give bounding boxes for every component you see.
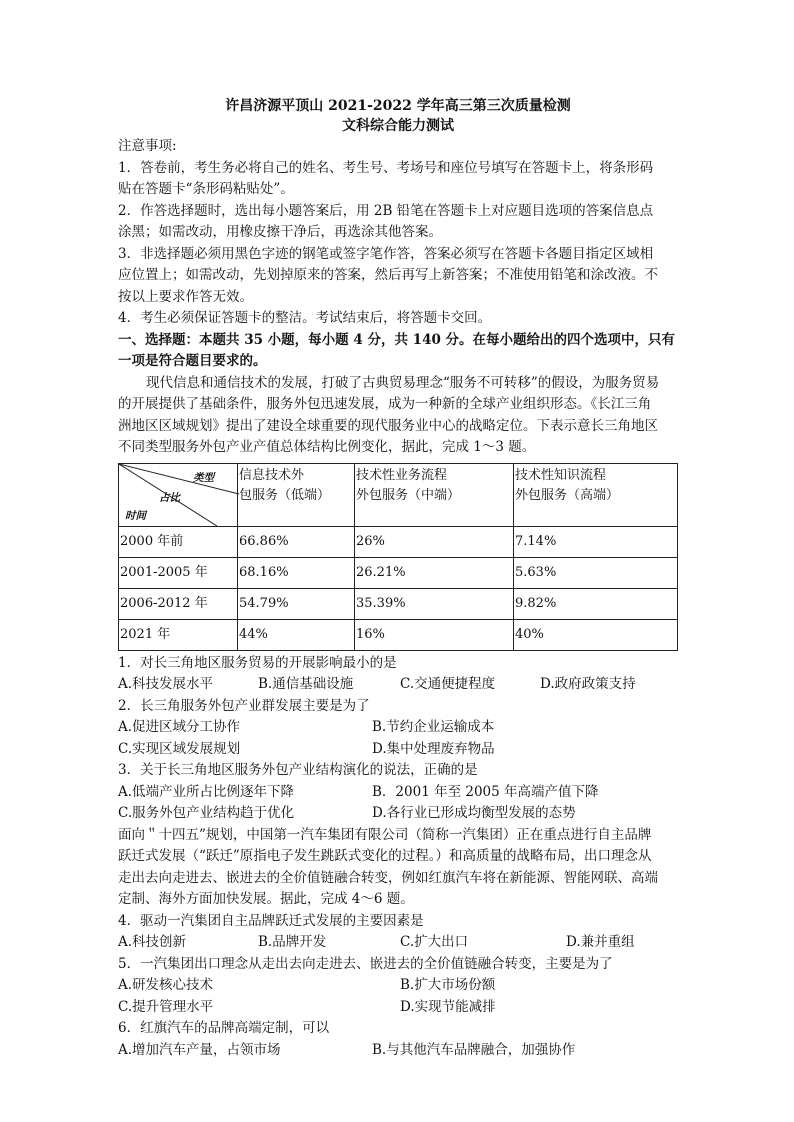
col-header-line: 外包服务（中端） <box>356 487 461 503</box>
row-low-value: 68.16% <box>238 557 355 588</box>
passage2-line: 面向＂十四五”规划，中国第一汽车集团有限公司（简称一汽集团）正在重点进行自主品牌 <box>118 826 652 843</box>
question-3-options-ab <box>118 782 678 804</box>
notice-item-1: 1．答卷前，考生务必将自己的姓名、考生号、考场号和座位号填写在答题卡上，将条形码 <box>118 159 654 176</box>
question-3-options-cd <box>118 803 678 825</box>
option-a[interactable]: A.科技发展水平 <box>118 676 214 692</box>
option-b[interactable]: B.品牌开发 <box>258 934 327 950</box>
question-4-stem: 4．驱动一汽集团自主品牌跃迁式发展的主要因素是 <box>118 912 424 929</box>
col-header-line: 信息技术外 <box>239 467 305 483</box>
col-header-line: 外包服务（高端） <box>515 487 620 503</box>
row-low-value: 54.79% <box>238 588 355 619</box>
col-header-line: 技术性业务流程 <box>356 467 448 483</box>
passage2-line: 跃迁式发展（“跃迁”原指电子发生跳跃式变化的过程。）和高质量的战略布局，出口理念从 <box>118 848 652 864</box>
table-row <box>119 526 678 557</box>
row-mid-value: 26% <box>355 526 514 557</box>
question-3-stem: 3．关于长三角地区服务外包产业结构演化的说法，正确的是 <box>118 762 478 778</box>
section-heading-cont: 一项是符合题目要求的。 <box>118 353 267 369</box>
option-b[interactable]: B.节约企业运输成本 <box>372 719 495 735</box>
option-d[interactable]: D.各行业已形成均衡型发展的态势 <box>372 805 576 821</box>
option-d[interactable]: D.政府政策支持 <box>540 676 636 692</box>
option-b[interactable]: B.扩大市场份额 <box>400 977 496 993</box>
question-6-stem: 6．红旗汽车的品牌高端定制，可以 <box>118 1020 330 1036</box>
question-1-stem: 1．对长三角地区服务贸易的开展影响最小的是 <box>118 654 397 671</box>
option-d[interactable]: D.实现节能减排 <box>400 998 496 1015</box>
row-low-value: 44% <box>238 619 355 650</box>
table-row <box>119 557 678 588</box>
option-a[interactable]: A.增加汽车产量，占领市场 <box>118 1041 281 1058</box>
option-c[interactable]: C.交通便捷程度 <box>400 676 496 692</box>
notice-item-1-cont: 贴在答题卡“条形码粘贴处”。 <box>118 181 294 197</box>
corner-type-label: 类型 <box>193 471 214 484</box>
passage2-line: 走出去向走进去、嵌进去的全价值链融合转变，例如红旗汽车将在新能源、智能网联、高端 <box>118 869 658 886</box>
section-heading: 一、选择题：本题共 35 小题，每小题 4 分，共 140 分。在每小题给出的四个选项中，只有 <box>118 331 676 348</box>
row-low-value: 66.86% <box>238 526 355 557</box>
col-header-line: 包服务（低端） <box>239 487 331 503</box>
row-mid-value: 35.39% <box>355 588 514 619</box>
option-c[interactable]: C.扩大出口 <box>400 934 469 950</box>
question-5-stem: 5．一汽集团出口理念从走出去向走进去、嵌进去的全价值链融合转变，主要是为了 <box>118 955 613 972</box>
notice-item-3-cont: 应位置上；如需改动，先划掉原来的答案，然后再写上新答案；不准使用铅笔和涂改液。不 <box>118 267 658 283</box>
corner-time-label: 时间 <box>125 509 146 522</box>
row-period: 2006-2012 年 <box>119 588 238 619</box>
row-mid-value: 26.21% <box>355 557 514 588</box>
notice-item-2: 2．作答选择题时，选出每小题答案后，用 2B 铅笔在答题卡上对应题目选项的答案信息点 <box>118 202 654 219</box>
notice-item-4: 4．考生必须保证答题卡的整洁。考试结束后，将答题卡交回。 <box>118 310 492 326</box>
passage1-line: 不同类型服务外包产业产值总体结构比例变化，据此，完成 1～3 题。 <box>118 439 536 455</box>
question-2-stem: 2．长三角服务外包产业群发展主要是为了 <box>118 697 370 714</box>
question-5-options-ab <box>118 975 678 997</box>
question-5-options-cd <box>118 997 678 1019</box>
option-a[interactable]: A.科技创新 <box>118 934 187 950</box>
option-c[interactable]: C.提升管理水平 <box>118 998 214 1015</box>
exam-title: 许昌济源平顶山 2021-2022 学年高三第三次质量检测 <box>225 98 571 114</box>
table-row <box>119 588 678 619</box>
notice-item-3: 3．非选择题必须用黑色字迹的钢笔或签字笔作答，答案必须写在答题卡各题目指定区域相 <box>118 245 654 262</box>
table-col-header-high <box>514 463 678 526</box>
col-header-line: 技术性知识流程 <box>515 467 607 483</box>
option-d[interactable]: D.集中处理废弃物品 <box>372 740 495 757</box>
question-6-options-ab <box>118 1040 678 1062</box>
option-b[interactable]: B.通信基础设施 <box>258 676 354 692</box>
row-period: 2001-2005 年 <box>119 557 238 588</box>
row-period: 2021 年 <box>119 619 238 650</box>
passage1-line: 的开展提供了基础条件，服务外包迅速发展，成为一种新的全球产业组织形态。《长江三角 <box>118 396 652 412</box>
option-a[interactable]: A.研发核心技术 <box>118 977 214 993</box>
table-col-header-mid <box>355 463 514 526</box>
outsourcing-table <box>118 463 678 651</box>
question-1-options <box>118 674 678 696</box>
option-a[interactable]: A.低端产业所占比例逐年下降 <box>118 783 295 800</box>
row-high-value: 7.14% <box>514 526 678 557</box>
question-4-options <box>118 932 678 954</box>
corner-ratio-label: 占比 <box>159 491 180 504</box>
table-row <box>119 619 678 650</box>
exam-page <box>118 96 678 1061</box>
exam-subtitle: 文科综合能力测试 <box>342 118 454 134</box>
row-mid-value: 16% <box>355 619 514 650</box>
notice-item-2-cont: 涂黑；如需改动，用橡皮擦干净后，再选涂其他答案。 <box>118 224 442 240</box>
passage1-line: 洲地区区域规划》提出了建设全球重要的现代服务业中心的战略定位。下表示意长三角地区 <box>118 417 658 434</box>
notice-heading: 注意事项: <box>118 138 177 154</box>
question-2-options-cd <box>118 739 678 761</box>
table-corner-cell <box>119 463 238 526</box>
option-b[interactable]: B.与其他汽车品牌融合，加强协作 <box>372 1041 576 1058</box>
option-b[interactable]: B．2001 年至 2005 年高端产值下降 <box>372 783 599 800</box>
table-header-row <box>119 463 678 526</box>
option-c[interactable]: C.实现区域发展规划 <box>118 740 241 757</box>
row-high-value: 40% <box>514 619 678 650</box>
passage1-line: 现代信息和通信技术的发展，打破了古典贸易理念“服务不可转移”的假设，为服务贸易 <box>146 374 660 391</box>
row-high-value: 9.82% <box>514 588 678 619</box>
row-high-value: 5.63% <box>514 557 678 588</box>
passage2-line: 定制、海外方面加快发展。据此，完成 4～6 题。 <box>118 891 414 907</box>
row-period: 2000 年前 <box>119 526 238 557</box>
option-d[interactable]: D.兼并重组 <box>566 934 635 950</box>
question-2-options-ab <box>118 717 678 739</box>
table-col-header-low <box>238 463 355 526</box>
option-c[interactable]: C.服务外包产业结构趋于优化 <box>118 805 295 821</box>
notice-item-3-cont2: 按以上要求作答无效。 <box>118 288 253 305</box>
option-a[interactable]: A.促进区域分工协作 <box>118 719 241 735</box>
